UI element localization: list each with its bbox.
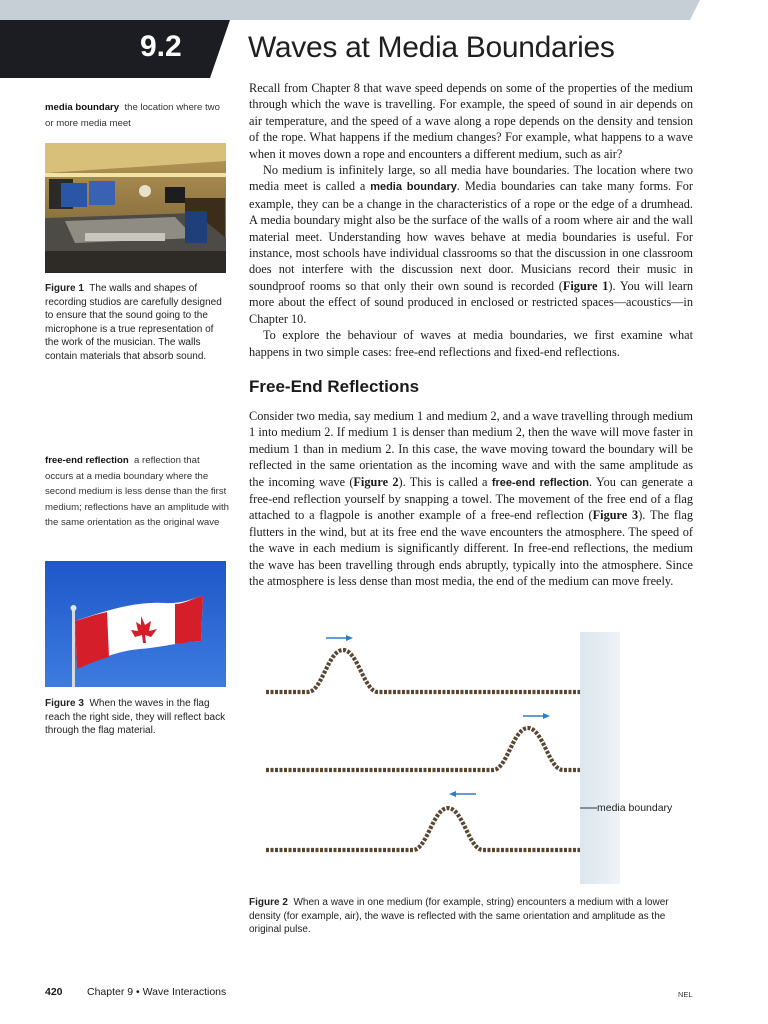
rope-pulse-1: [266, 650, 580, 692]
figure3-label: Figure 3: [45, 698, 84, 709]
publisher-label: NEL: [678, 990, 693, 999]
figure2-caption-text: When a wave in one medium (for example, string) encounters a medium with a lower density (for example, air), the wave is reflected with the same orientation and amplitude as the original pulse.: [249, 897, 669, 935]
arrow-left-icon: [449, 791, 476, 797]
figure1-photo: [45, 143, 226, 273]
chapter-label: Chapter 9 • Wave Interactions: [87, 986, 227, 998]
subsection-paragraph: [249, 408, 693, 589]
media-boundary-label: media boundary: [597, 802, 673, 814]
margin-note-definition: a reflection that occurs at a media boundary where the second medium is less dense than the first medium; reflections have an amplitude with the same orientation as the original wave: [45, 455, 229, 528]
intro-paragraph-1: Recall from Chapter 8 that wave speed depends on some of the properties of the medium through which the wave is travelling. For example, the speed of sound in air depends on air temperature, and the speed of a wave along a rope depends on the density and tension of the rope. What happens if the medium changes? For example, what happens to a wave when it moves down a rope and encounters a different medium, such as air?: [249, 81, 693, 161]
figure2-diagram: [258, 628, 698, 890]
sub-text-b: ). This is called a: [398, 474, 492, 489]
section-title: Waves at Media Boundaries: [248, 31, 615, 64]
margin-note-definition: the location where two or more media meet: [45, 102, 220, 129]
p2-term: media boundary: [370, 181, 457, 194]
section-number: 9.2: [140, 30, 182, 63]
margin-note-term: free-end reflection: [45, 455, 129, 466]
p2-text-c: ). You will learn more about the effect of sound produced in enclosed or restricted spaces—acoustics—in Chapter 10.: [249, 278, 693, 326]
subsection-heading: Free-End Reflections: [249, 377, 420, 396]
sub-figure-ref-2: Figure 3: [592, 508, 639, 523]
arrow-right-icon: [326, 635, 353, 641]
header-band: [0, 0, 768, 20]
figure1-label: Figure 1: [45, 283, 84, 294]
arrow-right-icon: [523, 713, 550, 719]
sub-text-a: Consider two media, say medium 1 and medium 2, and a wave travelling through medium 1 into medium 2. If medium 1 is denser than medium 2, then the wave will move faster in medium 1 than in medium 2. In this case, the wave moving toward the boundary will be reflected in the same orientation as the incoming wave and with the same amplitude as the incoming wave (: [249, 409, 693, 489]
sub-figure-ref-1: Figure 2: [353, 474, 399, 489]
margin-note-media-boundary: [45, 100, 230, 131]
figure3-caption-text: When the waves in the flag reach the right side, they will reflect back through the flag material.: [45, 698, 226, 736]
rope-pulse-3: [266, 808, 580, 850]
intro-paragraph-3: To explore the behaviour of waves at media boundaries, we first examine what happens in two simple cases: free-end reflections and fixed-end reflections.: [249, 328, 693, 359]
sub-text-d: ). The flag flutters in the wind, but at its free end the wave encounters the atmosphere. The speed of the wave in each medium is significantly different. In free-end reflections, the medium the wave has been travelling through ends abruptly, typically into the atmosphere. Since the atmosphere is less dense than most media, the end of the medium can move freely.: [249, 508, 693, 589]
figure2-label: Figure 2: [249, 897, 288, 908]
margin-note-free-end-reflection: [45, 453, 230, 531]
rope-pulse-2: [266, 728, 580, 770]
figure1-caption-text: The walls and shapes of recording studios are carefully designed to ensure that the sound going to the microphone is a true representation of the work of the musician. The walls contain materials that absorb sound.: [45, 283, 222, 362]
p2-text-a: No medium is infinitely large, so all media have boundaries. The location where two media meet is called a: [249, 163, 693, 194]
figure3-caption: [45, 697, 230, 738]
page-number: 420: [45, 986, 63, 998]
intro-paragraph-2: [249, 162, 693, 327]
media-boundary-region: [580, 632, 620, 884]
margin-note-term: media boundary: [45, 102, 120, 113]
p2-text-b: . Media boundaries can take many forms. For example, they can be a change in the characteristics of a rope or the edge of a drumhead. A media boundary might also be the surface of the walls of a room where air and the wall material meet. Understanding how waves behave at media boundaries is useful. For instance, most schools have individual classrooms so that the discussion in one classroom does not interfere with the discussion next door. Musicians record their music in soundproof rooms so that only their own sound is recorded (: [249, 179, 693, 293]
figure3-photo: [45, 561, 226, 687]
sub-term: free-end reflection: [491, 476, 590, 489]
sub-text-c: . You can generate a free-end reflection yourself by snapping a towel. The movement of the free end of a flag attached to a flagpole is another example of a free-end reflection (: [249, 474, 693, 523]
figure2-caption: [249, 896, 689, 937]
figure1-caption: [45, 282, 230, 363]
subsection-text: [249, 408, 693, 589]
intro-text: [249, 80, 693, 360]
p2-figure-ref: Figure 1: [562, 278, 609, 293]
